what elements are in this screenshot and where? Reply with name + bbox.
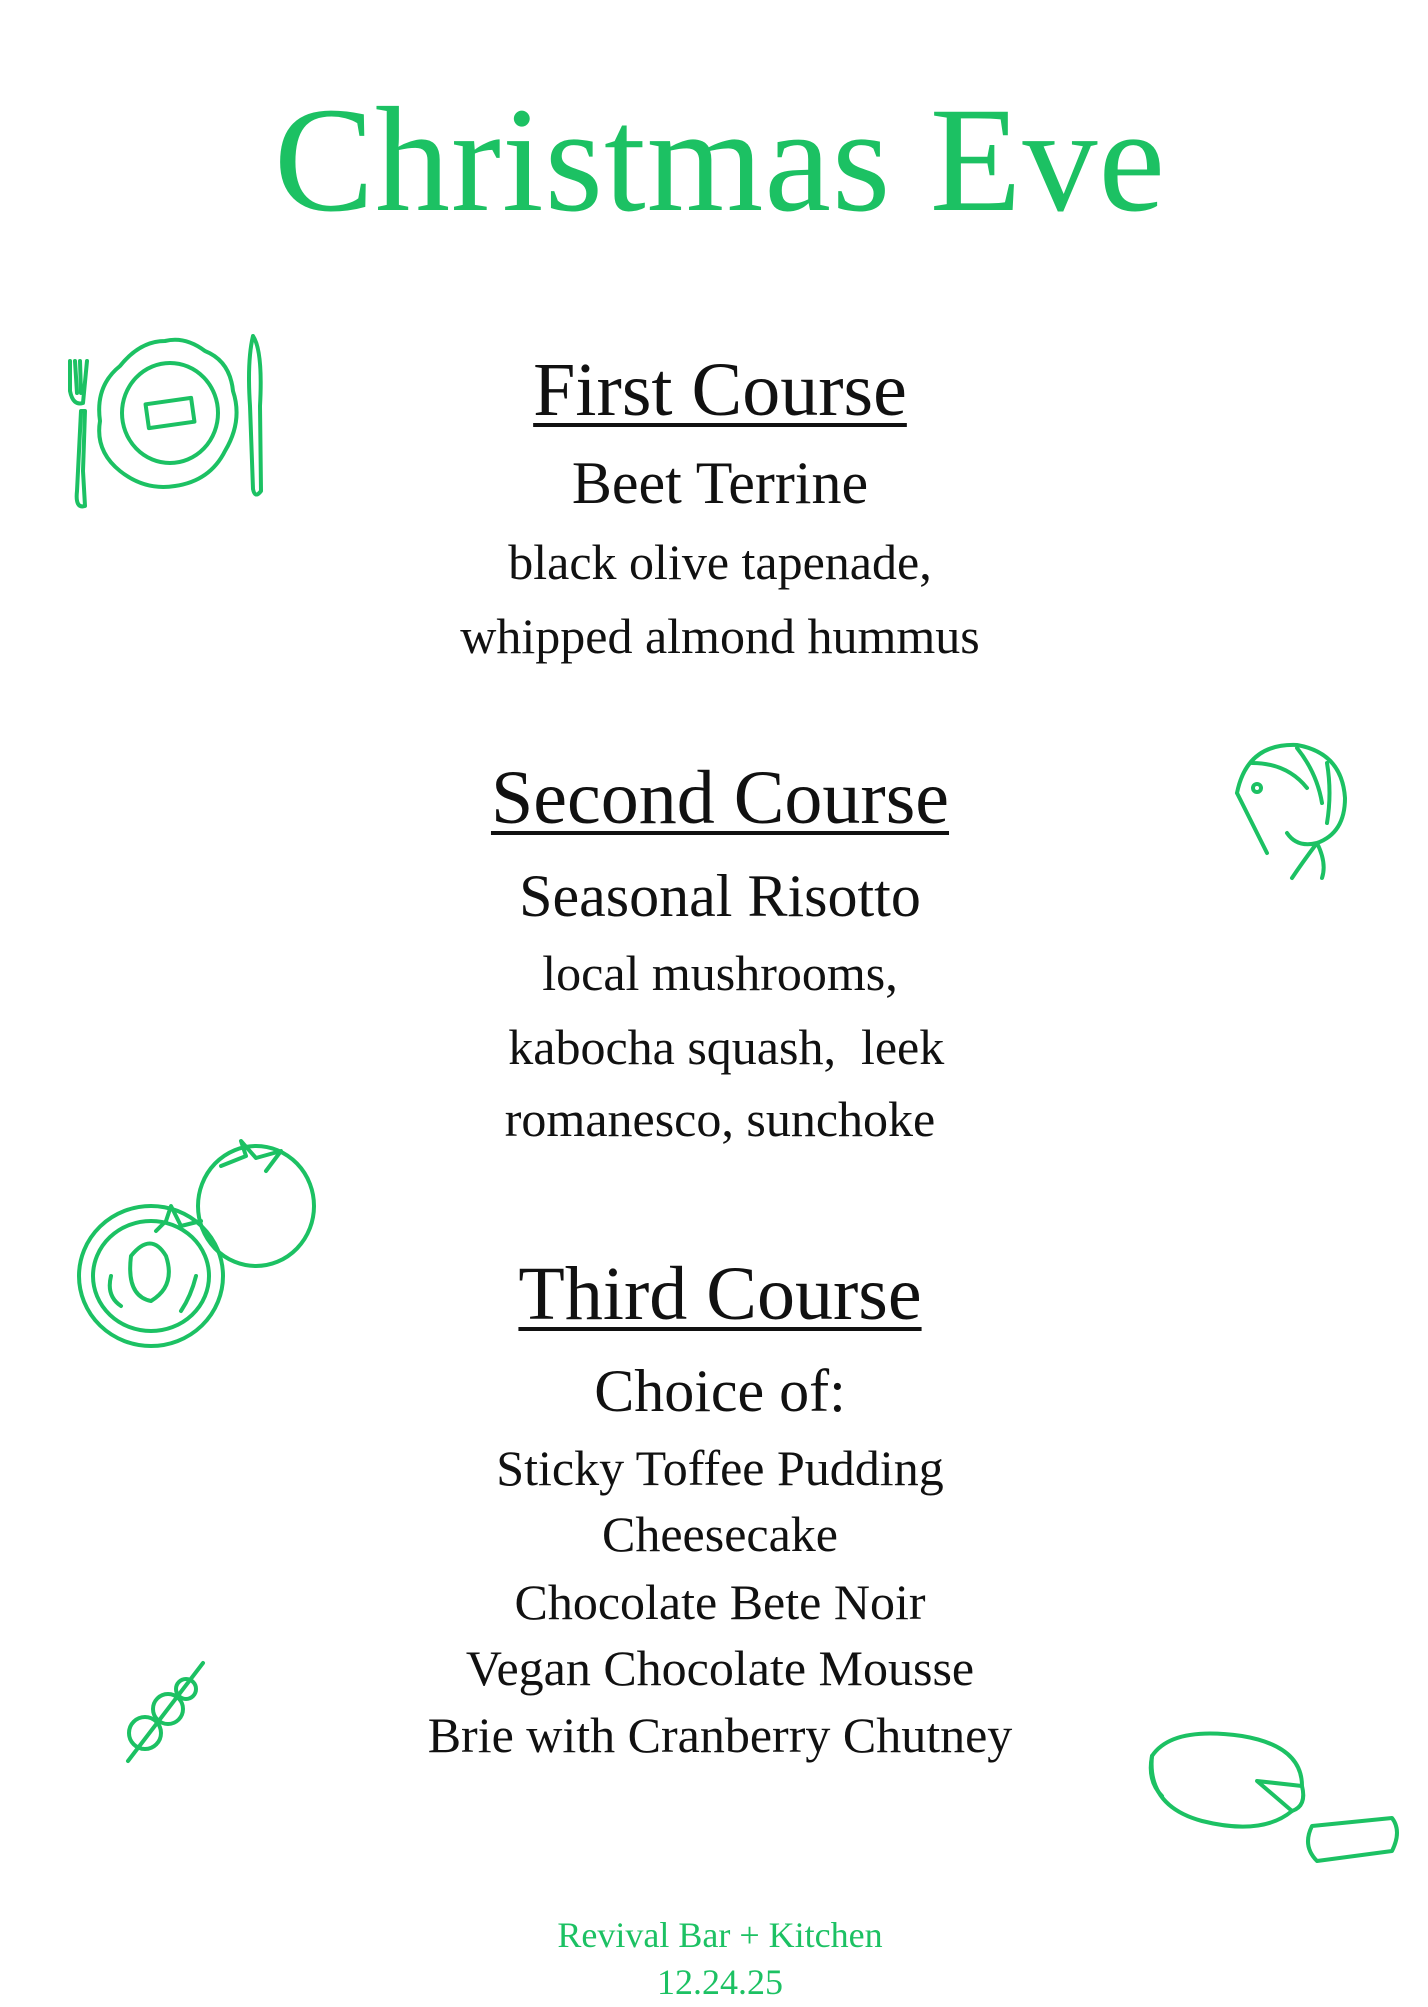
dessert-option: Sticky Toffee Pudding: [496, 1440, 944, 1496]
dish-name: Beet Terrine: [571, 450, 869, 516]
menu-title: Christmas Eve: [273, 77, 1167, 243]
menu-date: 12.24.25: [657, 1962, 783, 2002]
dish-name: Choice of:: [594, 1358, 846, 1424]
course-heading-second: Second Course: [490, 756, 950, 840]
dish-detail: kabocha squash, leek: [495, 1019, 945, 1075]
dessert-option: Vegan Chocolate Mousse: [465, 1640, 975, 1696]
shrimp-icon: [1227, 733, 1357, 883]
dish-name: Seasonal Risotto: [519, 863, 921, 929]
dessert-option: Chocolate Bete Noir: [514, 1574, 926, 1630]
course-heading-third: Third Course: [518, 1252, 922, 1336]
plate-cutlery-icon: [65, 331, 280, 506]
dish-detail: romanesco, sunchoke: [504, 1091, 936, 1147]
dessert-option: Cheesecake: [602, 1506, 838, 1562]
dish-detail: whipped almond hummus: [460, 608, 980, 664]
dish-detail: black olive tapenade,: [508, 534, 932, 590]
dish-detail: local mushrooms,: [542, 945, 898, 1001]
olive-skewer-icon: [123, 1661, 208, 1765]
tomato-icon: [71, 1136, 318, 1350]
dessert-option: Brie with Cranberry Chutney: [427, 1707, 1013, 1763]
cheese-wheel-icon: [1142, 1726, 1402, 1869]
course-heading-first: First Course: [533, 348, 907, 432]
venue-name: Revival Bar + Kitchen: [557, 1915, 883, 1955]
